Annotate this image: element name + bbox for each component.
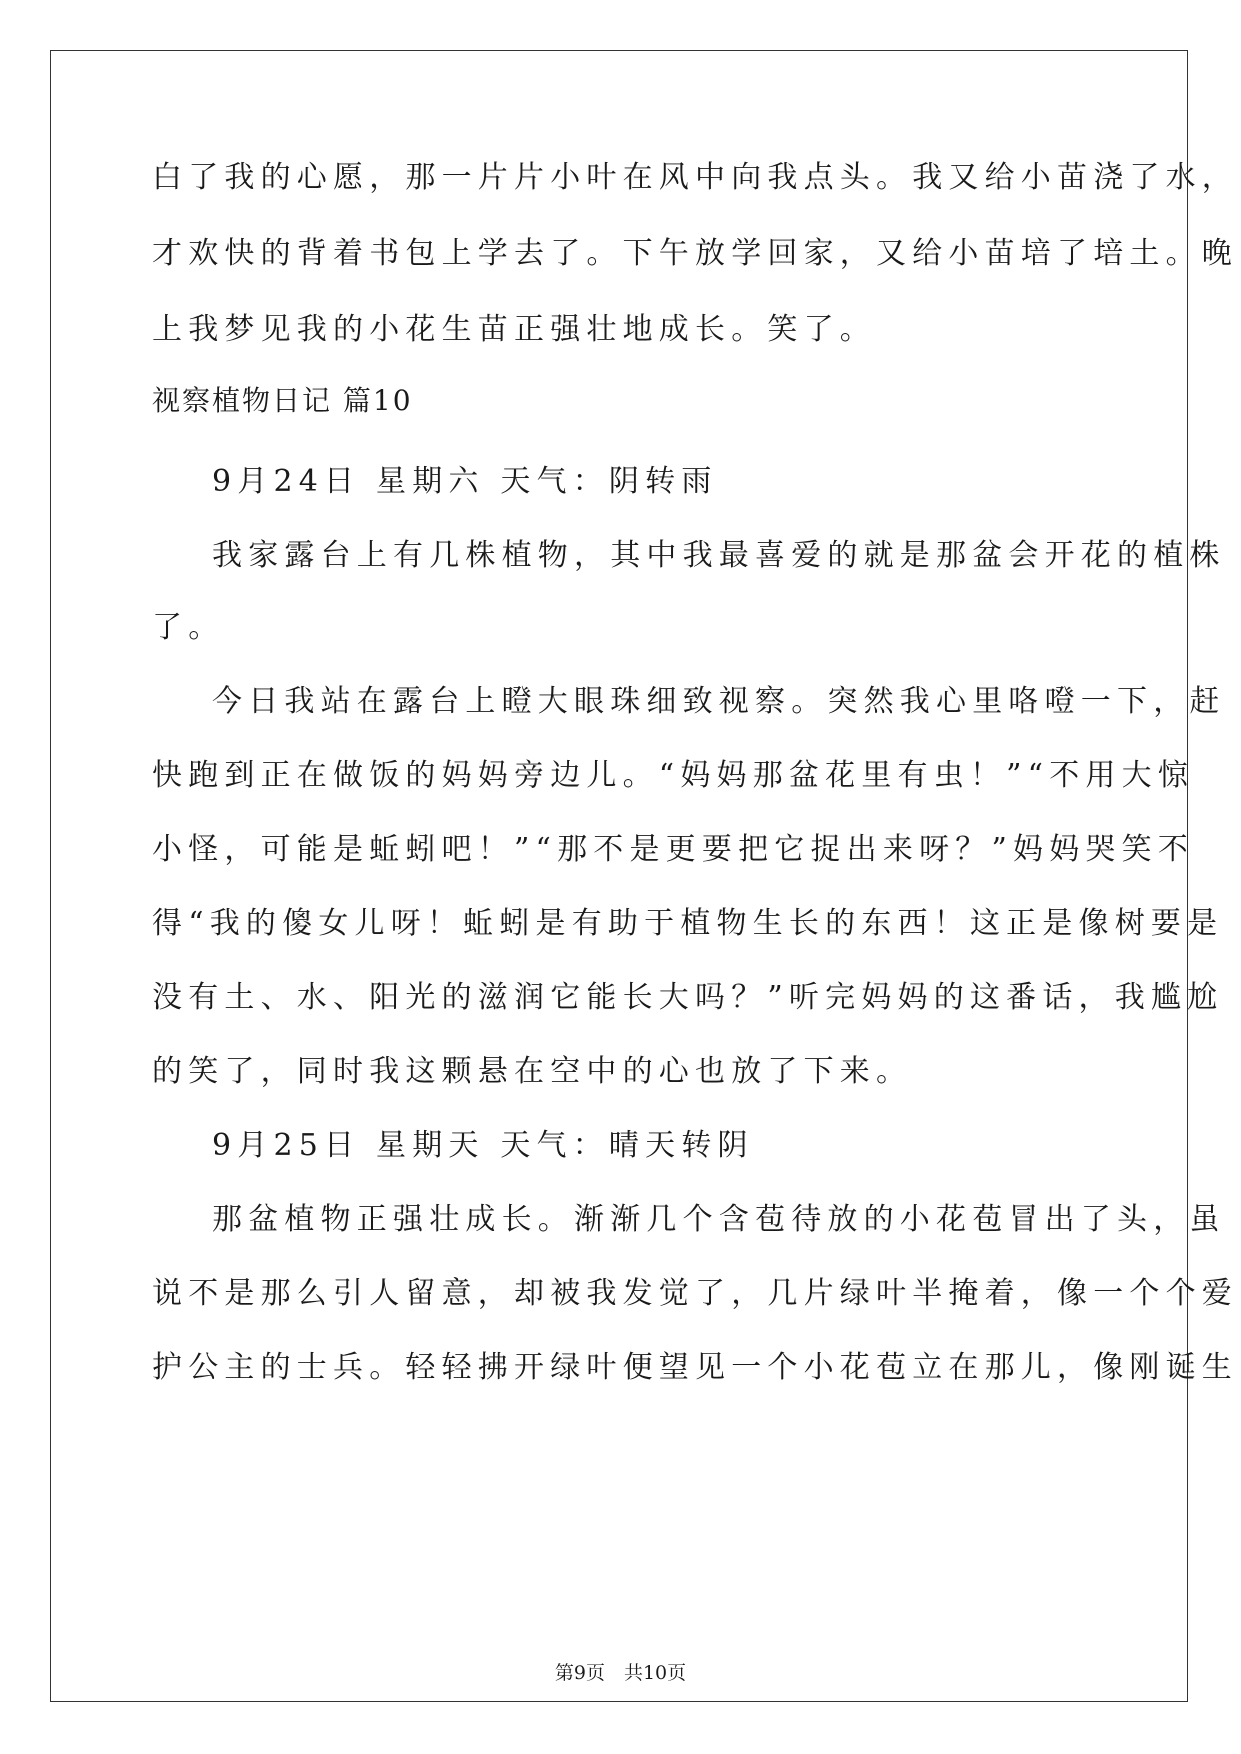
text-line: 才欢快的背着书包上学去了。下午放学回家，又给小苗培了培土。晚 <box>152 236 1238 271</box>
date-line: 9月25日 星期天 天气：晴天转阴 <box>212 1128 754 1163</box>
page-footer: 第9页 共10页 <box>554 1662 687 1684</box>
page-border <box>50 50 1188 1702</box>
text-line: 的笑了，同时我这颗悬在空中的心也放了下来。 <box>152 1054 913 1089</box>
text-line: 小怪，可能是蚯蚓吧！”“那不是更要把它捉出来呀？”妈妈哭笑不 <box>152 832 1195 867</box>
text-line: 护公主的士兵。轻轻拂开绿叶便望见一个小花苞立在那儿，像刚诞生 <box>152 1350 1238 1385</box>
date-line: 9月24日 星期六 天气：阴转雨 <box>212 464 718 499</box>
text-line: 说不是那么引人留意，却被我发觉了，几片绿叶半掩着，像一个个爱 <box>152 1276 1238 1311</box>
text-line: 今日我站在露台上瞪大眼珠细致视察。突然我心里咯噔一下，赶 <box>212 684 1226 719</box>
text-line: 我家露台上有几株植物，其中我最喜爱的就是那盆会开花的植株 <box>212 538 1226 573</box>
section-heading: 视察植物日记 篇10 <box>152 384 413 417</box>
text-line: 快跑到正在做饭的妈妈旁边儿。“妈妈那盆花里有虫！”“不用大惊 <box>152 758 1195 793</box>
text-line: 白了我的心愿，那一片片小叶在风中向我点头。我又给小苗浇了水， <box>152 160 1238 195</box>
text-line: 得“我的傻女儿呀！蚯蚓是有助于植物生长的东西！这正是像树要是 <box>152 906 1224 941</box>
text-line: 上我梦见我的小花生苗正强壮地成长。笑了。 <box>152 312 876 347</box>
text-line: 没有土、水、阳光的滋润它能长大吗？”听完妈妈的这番话，我尴尬 <box>152 980 1224 1015</box>
text-line: 了。 <box>152 610 225 645</box>
text-line: 那盆植物正强壮成长。渐渐几个含苞待放的小花苞冒出了头，虽 <box>212 1202 1226 1237</box>
